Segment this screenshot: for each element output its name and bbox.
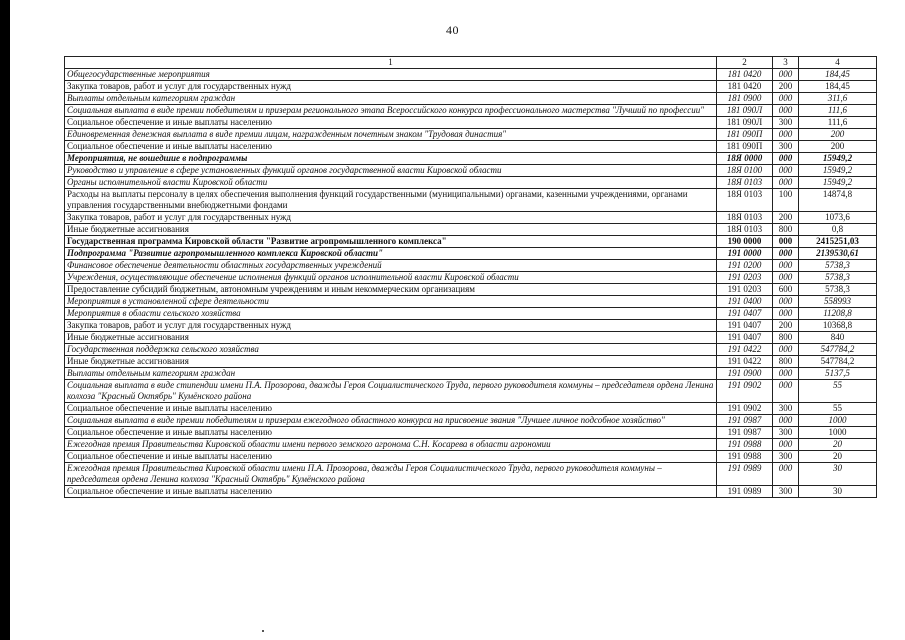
row-type-cell: 000 <box>773 380 799 403</box>
row-sum-cell: 111,6 <box>799 105 877 117</box>
row-type-cell: 000 <box>773 153 799 165</box>
row-code-cell: 191 0422 <box>717 356 773 368</box>
row-type-cell: 300 <box>773 486 799 498</box>
table-row <box>65 81 877 93</box>
row-sum-cell: 20 <box>799 439 877 451</box>
row-type-cell: 200 <box>773 320 799 332</box>
page-number: 40 <box>446 23 459 37</box>
row-type-cell: 800 <box>773 224 799 236</box>
row-sum-cell: 1000 <box>799 415 877 427</box>
row-sum-cell: 11208,8 <box>799 308 877 320</box>
row-code-cell: 191 0000 <box>717 248 773 260</box>
row-sum-cell: 558993 <box>799 296 877 308</box>
row-code-cell: 191 0987 <box>717 415 773 427</box>
row-code-cell: 190 0000 <box>717 236 773 248</box>
row-name-cell: Мероприятия в установленной сфере деятельности <box>65 296 717 308</box>
table-row <box>65 117 877 129</box>
table-row <box>65 296 877 308</box>
row-type-cell: 300 <box>773 451 799 463</box>
row-name-cell: Социальное обеспечение и иные выплаты населению <box>65 141 717 153</box>
row-name-cell: Ежегодная премия Правительства Кировской области имени первого земского агронома С.Н. Косарева в области агрономии <box>65 439 717 451</box>
row-code-cell: 191 0200 <box>717 260 773 272</box>
row-type-cell: 000 <box>773 236 799 248</box>
row-code-cell: 18Я 0103 <box>717 212 773 224</box>
row-type-cell: 300 <box>773 141 799 153</box>
row-name-cell: Органы исполнительной власти Кировской области <box>65 177 717 189</box>
table-row <box>65 368 877 380</box>
row-sum-cell: 30 <box>799 463 877 486</box>
table-row <box>65 260 877 272</box>
budget-table <box>64 56 877 498</box>
row-name-cell: Социальная выплата в виде премии победителям и призерам ежегодного областного конкурса на присвоение звания "Лучшее личное подсобное хозяйство" <box>65 415 717 427</box>
row-name-cell: Мероприятия в области сельского хозяйства <box>65 308 717 320</box>
table-row <box>65 93 877 105</box>
row-code-cell: 191 0422 <box>717 344 773 356</box>
row-name-cell: Государственная поддержка сельского хозяйства <box>65 344 717 356</box>
row-code-cell: 18Я 0103 <box>717 224 773 236</box>
table-row <box>65 189 877 212</box>
table-row <box>65 284 877 296</box>
table-row <box>65 141 877 153</box>
row-name-cell: Единовременная денежная выплата в виде премии лицам, награжденным почетным знаком "Трудовая династия" <box>65 129 717 141</box>
row-sum-cell: 0,8 <box>799 224 877 236</box>
row-sum-cell: 547784,2 <box>799 356 877 368</box>
table-row <box>65 439 877 451</box>
table-body <box>65 69 877 498</box>
row-sum-cell: 10368,8 <box>799 320 877 332</box>
table-row <box>65 308 877 320</box>
row-name-cell: Предоставление субсидий бюджетным, автономным учреждениям и иным некоммерческим организациям <box>65 284 717 296</box>
row-code-cell: 18Я 0000 <box>717 153 773 165</box>
table-row <box>65 105 877 117</box>
row-type-cell: 300 <box>773 427 799 439</box>
table-row <box>65 212 877 224</box>
row-name-cell: Учреждения, осуществляющие обеспечение исполнения функций органов исполнительной власти Кировской области <box>65 272 717 284</box>
row-type-cell: 000 <box>773 177 799 189</box>
table-row <box>65 272 877 284</box>
row-name-cell: Социальное обеспечение и иные выплаты населению <box>65 427 717 439</box>
row-sum-cell: 15949,2 <box>799 165 877 177</box>
table-row <box>65 69 877 81</box>
row-name-cell: Социальное обеспечение и иные выплаты населению <box>65 117 717 129</box>
row-code-cell: 191 0988 <box>717 451 773 463</box>
row-name-cell: Социальное обеспечение и иные выплаты населению <box>65 451 717 463</box>
row-name-cell: Закупка товаров, работ и услуг для государственных нужд <box>65 320 717 332</box>
row-type-cell: 800 <box>773 356 799 368</box>
row-code-cell: 181 090П <box>717 141 773 153</box>
table-row <box>65 463 877 486</box>
row-sum-cell: 1073,6 <box>799 212 877 224</box>
row-type-cell: 000 <box>773 129 799 141</box>
table-row <box>65 177 877 189</box>
row-sum-cell: 55 <box>799 380 877 403</box>
row-sum-cell: 111,6 <box>799 117 877 129</box>
row-name-cell: Социальное обеспечение и иные выплаты населению <box>65 486 717 498</box>
row-sum-cell: 14874,8 <box>799 189 877 212</box>
header-col-3: 3 <box>773 57 799 69</box>
row-name-cell: Социальное обеспечение и иные выплаты населению <box>65 403 717 415</box>
row-sum-cell: 15949,2 <box>799 153 877 165</box>
table-row <box>65 427 877 439</box>
row-name-cell: Ежегодная премия Правительства Кировской области имени П.А. Прозорова, дважды Героя Социалистического Труда, первого руководителя коммуны – председателя ордена Ленина колхоза "Красный Октябрь" Кумёнского района <box>65 463 717 486</box>
row-code-cell: 181 0420 <box>717 81 773 93</box>
row-code-cell: 191 0989 <box>717 486 773 498</box>
row-name-cell: Общегосударственные мероприятия <box>65 69 717 81</box>
row-type-cell: 600 <box>773 284 799 296</box>
row-type-cell: 000 <box>773 463 799 486</box>
row-type-cell: 000 <box>773 368 799 380</box>
table-row <box>65 224 877 236</box>
row-name-cell: Закупка товаров, работ и услуг для государственных нужд <box>65 212 717 224</box>
row-type-cell: 000 <box>773 93 799 105</box>
row-sum-cell: 200 <box>799 129 877 141</box>
row-type-cell: 000 <box>773 272 799 284</box>
table-row <box>65 486 877 498</box>
row-name-cell: Иные бюджетные ассигнования <box>65 224 717 236</box>
row-sum-cell: 200 <box>799 141 877 153</box>
row-name-cell: Подпрограмма "Развитие агропромышленного комплекса Кировской области" <box>65 248 717 260</box>
row-name-cell: Руководство и управление в сфере установленных функций органов государственной власти Кировской области <box>65 165 717 177</box>
row-type-cell: 800 <box>773 332 799 344</box>
row-name-cell: Социальная выплата в виде премии победителям и призерам регионального этапа Всероссийского конкурса профессионального мастерства "Лучший по профессии" <box>65 105 717 117</box>
row-sum-cell: 2139530,61 <box>799 248 877 260</box>
row-sum-cell: 30 <box>799 486 877 498</box>
table-row <box>65 356 877 368</box>
row-code-cell: 191 0988 <box>717 439 773 451</box>
row-code-cell: 191 0900 <box>717 368 773 380</box>
row-name-cell: Иные бюджетные ассигнования <box>65 332 717 344</box>
row-code-cell: 181 090Л <box>717 117 773 129</box>
row-sum-cell: 1000 <box>799 427 877 439</box>
row-code-cell: 191 0902 <box>717 403 773 415</box>
table-row <box>65 129 877 141</box>
table-row <box>65 332 877 344</box>
table-row <box>65 165 877 177</box>
row-sum-cell: 5738,3 <box>799 284 877 296</box>
row-type-cell: 300 <box>773 117 799 129</box>
table-row <box>65 415 877 427</box>
row-sum-cell: 5137,5 <box>799 368 877 380</box>
row-name-cell: Расходы на выплаты персоналу в целях обеспечения выполнения функций государственными (муниципальными) органами, казенными учреждениями, органами управления государственными внебюджетными фондами <box>65 189 717 212</box>
row-code-cell: 18Я 0100 <box>717 165 773 177</box>
row-type-cell: 000 <box>773 308 799 320</box>
row-type-cell: 000 <box>773 105 799 117</box>
row-type-cell: 000 <box>773 260 799 272</box>
row-type-cell: 300 <box>773 403 799 415</box>
row-name-cell: Выплаты отдельным категориям граждан <box>65 93 717 105</box>
row-code-cell: 181 0900 <box>717 93 773 105</box>
row-type-cell: 000 <box>773 439 799 451</box>
row-code-cell: 181 0420 <box>717 69 773 81</box>
scan-speck <box>262 630 264 632</box>
row-type-cell: 000 <box>773 296 799 308</box>
row-type-cell: 000 <box>773 415 799 427</box>
table-row <box>65 153 877 165</box>
row-code-cell: 191 0203 <box>717 284 773 296</box>
table-row <box>65 451 877 463</box>
row-type-cell: 100 <box>773 189 799 212</box>
row-sum-cell: 184,45 <box>799 81 877 93</box>
row-sum-cell: 5738,3 <box>799 260 877 272</box>
row-sum-cell: 20 <box>799 451 877 463</box>
row-type-cell: 000 <box>773 248 799 260</box>
row-code-cell: 18Я 0103 <box>717 189 773 212</box>
row-name-cell: Социальная выплата в виде стипендии имени П.А. Прозорова, дважды Героя Социалистического Труда, первого руководителя коммуны – председателя ордена Ленина колхоза "Красный Октябрь" Кумёнского района <box>65 380 717 403</box>
table-row <box>65 248 877 260</box>
row-code-cell: 191 0203 <box>717 272 773 284</box>
row-sum-cell: 55 <box>799 403 877 415</box>
row-name-cell: Иные бюджетные ассигнования <box>65 356 717 368</box>
row-type-cell: 200 <box>773 81 799 93</box>
row-sum-cell: 311,6 <box>799 93 877 105</box>
row-type-cell: 000 <box>773 344 799 356</box>
row-sum-cell: 5738,3 <box>799 272 877 284</box>
row-name-cell: Закупка товаров, работ и услуг для государственных нужд <box>65 81 717 93</box>
table-header-row <box>65 57 877 69</box>
table-row <box>65 320 877 332</box>
row-sum-cell: 15949,2 <box>799 177 877 189</box>
row-type-cell: 000 <box>773 165 799 177</box>
row-type-cell: 000 <box>773 69 799 81</box>
row-name-cell: Финансовое обеспечение деятельности областных государственных учреждений <box>65 260 717 272</box>
table-row <box>65 403 877 415</box>
row-code-cell: 191 0407 <box>717 308 773 320</box>
row-sum-cell: 2415251,03 <box>799 236 877 248</box>
row-code-cell: 191 0989 <box>717 463 773 486</box>
row-code-cell: 181 090П <box>717 129 773 141</box>
row-code-cell: 191 0902 <box>717 380 773 403</box>
row-code-cell: 191 0407 <box>717 332 773 344</box>
row-code-cell: 18Я 0103 <box>717 177 773 189</box>
row-name-cell: Государственная программа Кировской области "Развитие агропромышленного комплекса" <box>65 236 717 248</box>
row-code-cell: 191 0987 <box>717 427 773 439</box>
row-sum-cell: 840 <box>799 332 877 344</box>
row-sum-cell: 184,45 <box>799 69 877 81</box>
row-type-cell: 200 <box>773 212 799 224</box>
header-col-2: 2 <box>717 57 773 69</box>
scan-edge-bar <box>0 0 10 640</box>
row-name-cell: Выплаты отдельным категориям граждан <box>65 368 717 380</box>
row-sum-cell: 547784,2 <box>799 344 877 356</box>
table-row <box>65 236 877 248</box>
table-row <box>65 380 877 403</box>
header-col-1: 1 <box>65 57 717 69</box>
row-code-cell: 191 0407 <box>717 320 773 332</box>
table-row <box>65 344 877 356</box>
row-name-cell: Мероприятия, не вошедшие в подпрограммы <box>65 153 717 165</box>
row-code-cell: 181 090Л <box>717 105 773 117</box>
header-col-4: 4 <box>799 57 877 69</box>
row-code-cell: 191 0400 <box>717 296 773 308</box>
